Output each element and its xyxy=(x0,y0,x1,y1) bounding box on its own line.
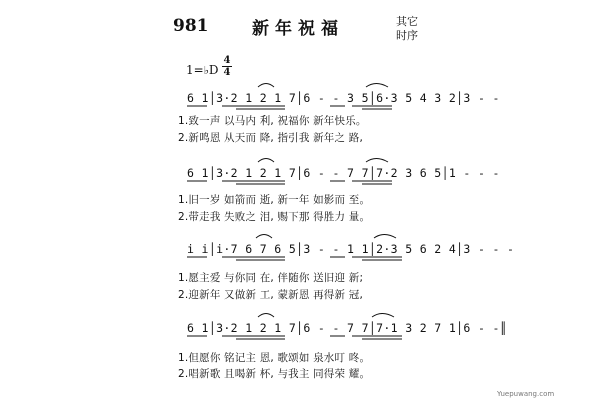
slur xyxy=(258,314,274,318)
song-title: 新年祝福 xyxy=(252,19,344,39)
slur xyxy=(372,314,394,318)
lyric-row-2-verse-1: 1.旧一岁 如箭而 逝, 新一年 如影而 至。 xyxy=(178,194,371,206)
lyric-row-3-verse-1: 1.愿主爱 与你同 在, 伴随你 送旧迎 新; xyxy=(178,272,364,284)
lyric-row-2-verse-2: 2.带走我 失败之 泪, 赐下那 得胜力 量。 xyxy=(178,211,371,223)
slur xyxy=(258,84,274,88)
lyric-row-3-verse-2: 2.迎新年 又做新 工, 蒙新恩 再得新 冠, xyxy=(178,289,363,301)
lyric-row-1-verse-1: 1.致一声 以马内 利, 祝福你 新年快乐。 xyxy=(178,115,367,127)
time-signature-top: 4 xyxy=(223,55,231,66)
song-number: 981 xyxy=(173,16,209,36)
slur xyxy=(258,159,274,163)
lyric-row-4-verse-2: 2.唱新歌 且喝新 杯, 与我主 同得荣 耀。 xyxy=(178,368,371,380)
slur xyxy=(256,235,272,239)
notation-row-3: i i│i·7 6 7 6 5│3 - - 1 1│2·3 5 6 2 4│3 - - - xyxy=(187,242,515,256)
category-label: 其它 xyxy=(396,15,418,28)
key-note: D xyxy=(208,63,219,77)
notation-row-4: 6 1│3·2 1 2 1 7│6 - - 7 7│7·1 3 2 7 1│6 - -║ xyxy=(187,321,508,335)
lyric-row-1-verse-2: 2.新鸣恩 从天而 降, 指引我 新年之 路, xyxy=(178,132,363,144)
lyric-row-4-verse-1: 1.但愿你 铭记主 恩, 歌颂如 泉水叮 咚。 xyxy=(178,352,371,364)
slur xyxy=(366,84,388,88)
watermark: Yuepuwang.com xyxy=(497,390,555,398)
slur xyxy=(374,235,396,239)
notation-row-2: 6 1│3·2 1 2 1 7│6 - - 7 7│7·2 3 6 5│1 - - - xyxy=(187,166,500,180)
flat-symbol: ♭ xyxy=(203,64,209,77)
time-signature-bottom: 4 xyxy=(223,67,231,78)
slur xyxy=(366,159,388,163)
subcategory-label: 时序 xyxy=(396,29,418,42)
key-label: 1= xyxy=(186,63,204,77)
notation-row-1: 6 1│3·2 1 2 1 7│6 - - 3 5│6·3 5 4 3 2│3 - - xyxy=(187,91,500,105)
